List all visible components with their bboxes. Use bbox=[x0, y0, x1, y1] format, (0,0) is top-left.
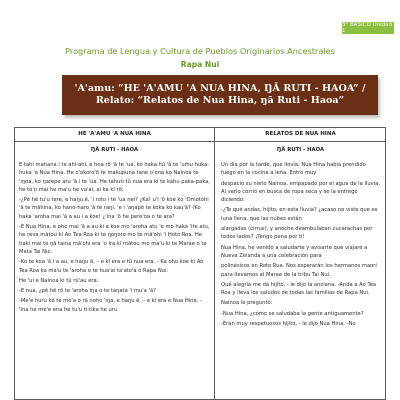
spanish-paragraph: -¿Te qué andas, hijito, en esta lluvia? ¿acaso no viste que es luna llena, que las nubes están bbox=[221, 207, 378, 222]
people-title: Rapa Nui bbox=[180, 60, 220, 69]
spanish-paragraph: polinésicos en Roto Rua. Nos esperarán los hermanos maorí para llevarnos al Marae de la tribu Tai Nui. bbox=[221, 263, 377, 278]
spanish-paragraph: Un día por la tarde, que llovía, Nua Hina había prendido fuego en la cocina a leña. Entró muy bbox=[221, 162, 366, 177]
program-title: Programa de Lengua y Cultura de Pueblos Originarios Ancestrales bbox=[65, 46, 335, 56]
rapanui-column-heading: HE 'A'AMU 'A NUA HINA bbox=[15, 128, 214, 142]
spanish-column-subheading: ŊĀ RUTI - HAOA bbox=[276, 147, 325, 153]
spanish-paragraph: -Eran muy respetuosos hijito, - le dijo Nua Hina. -No bbox=[221, 321, 356, 328]
grade-unit-badge: 3° BÁSICO Unidad 1 bbox=[342, 22, 394, 34]
spanish-text bbox=[215, 153, 386, 328]
banner-line-2: Relato: “Relatos de Nua Hina, ŋā Ruti - Haoa” bbox=[95, 95, 345, 106]
rapanui-paragraph: -E nua, ¿pē hē rō te 'aroha iŋa o te taŋata 'i mu'a 'ā? bbox=[19, 288, 156, 295]
spanish-paragraph: despacio su nieto Nainoa, empapado por el agua de la lluvia. Al verlo corrió en busca de ropa seca y se la entregó diciendo: bbox=[221, 180, 380, 204]
rapanui-column-subheading: ŊĀ RUTI - HAOA bbox=[90, 147, 139, 153]
rapanui-paragraph: -Ko te koa 'ō i a au, e haŋu ē, – e kī era e tū nua era. - Ka oho koe ki Ao Tea Roa ka ma'u te 'aroha o te hua'ai ta'ato'a o Rapa Nui. bbox=[19, 259, 204, 274]
rapanui-column bbox=[15, 128, 214, 399]
spanish-paragraph: Qué alegría me da hijito, - le dijo la anciana. -Anda a Ao Tea Roa y lleva los saludos de todas las familias de Rapa Nui. bbox=[221, 281, 377, 297]
rapanui-paragraph: -E Nua Hina, e oho mai 'ā a au ki a koe mo 'aroha atu 'e mo haka 'ite atu, he reva mātou ki Ao Tea Roa ki te ŋoŋoro mo te mā'ohi 'i Hoto Roa. He tiaki mai te ŋā taina mā'ohi era 'o ira ki mātou mo ma'u ki te Marae o te Mata Tai Nui. bbox=[19, 224, 210, 255]
rapanui-text bbox=[15, 153, 214, 314]
title-banner bbox=[62, 75, 378, 115]
spanish-paragraph: Nainoa le preguntó: bbox=[221, 300, 273, 307]
rapanui-paragraph: -¿Pē hē tu'u tere, e haŋu ē, 'i roto i te 'ua nei? ¿Ka! u'i 'ō koe ko 'Omotohi 'ā te māhina, ko hano-haro 'ā te raŋi, 'e i 'aŋapō te koka ko kau'ā? (Ko haka 'aroha mai 'ā a au i a koe! ¿'ina 'ō he pere'oa o te ara? bbox=[19, 197, 209, 220]
rapanui-paragraph: E tahi mahana i te ahi-ahi, e hoa rō 'ā te 'ua, ko haka hū 'ā te 'umu huka-huka 'a Nua Hina. He o'okoro'ō te makupuna tane o'ona ko Nainoa te 'iŋoa, ko ŋarepe atu 'ā i te 'ua. He tahuti tū nua era ki te kahu paka-paka, he to'o mai he ma'u he va'ai, ai ka kī rō: bbox=[19, 162, 210, 193]
banner-line-1: 'A'amu: “HE 'A'AMU 'A NUA HINA, ŊĀ RUTI - HAOA” / bbox=[74, 83, 366, 94]
spanish-column bbox=[215, 128, 386, 399]
bilingual-story-table bbox=[14, 127, 386, 400]
spanish-column-heading: RELATOS DE NUA HINA bbox=[215, 128, 386, 142]
spanish-paragraph: Nua Hina, he venido a saludarte y avisarte que viajaré a Nueva Zelanda a una celebración para bbox=[221, 244, 368, 259]
spanish-paragraph: -Nua Hina, ¿cómo se saludaba la gente antiguamente? bbox=[221, 310, 364, 317]
rapanui-paragraph: He 'ui e Nainoa ki tū rū'au era: bbox=[19, 277, 99, 284]
spanish-paragraph: alargadas (cirrus), y anoche deambulaban cucarachas por todos lados? ¡Tengo pena por ti! bbox=[221, 226, 373, 241]
rapanui-paragraph: -Me'e huru kē te mo'a o rā noho 'iŋa, e haŋu ē, – e kī era e Nua Hina. -'Ina he me'e ena he tu'u ti-tika he uru bbox=[19, 298, 202, 313]
